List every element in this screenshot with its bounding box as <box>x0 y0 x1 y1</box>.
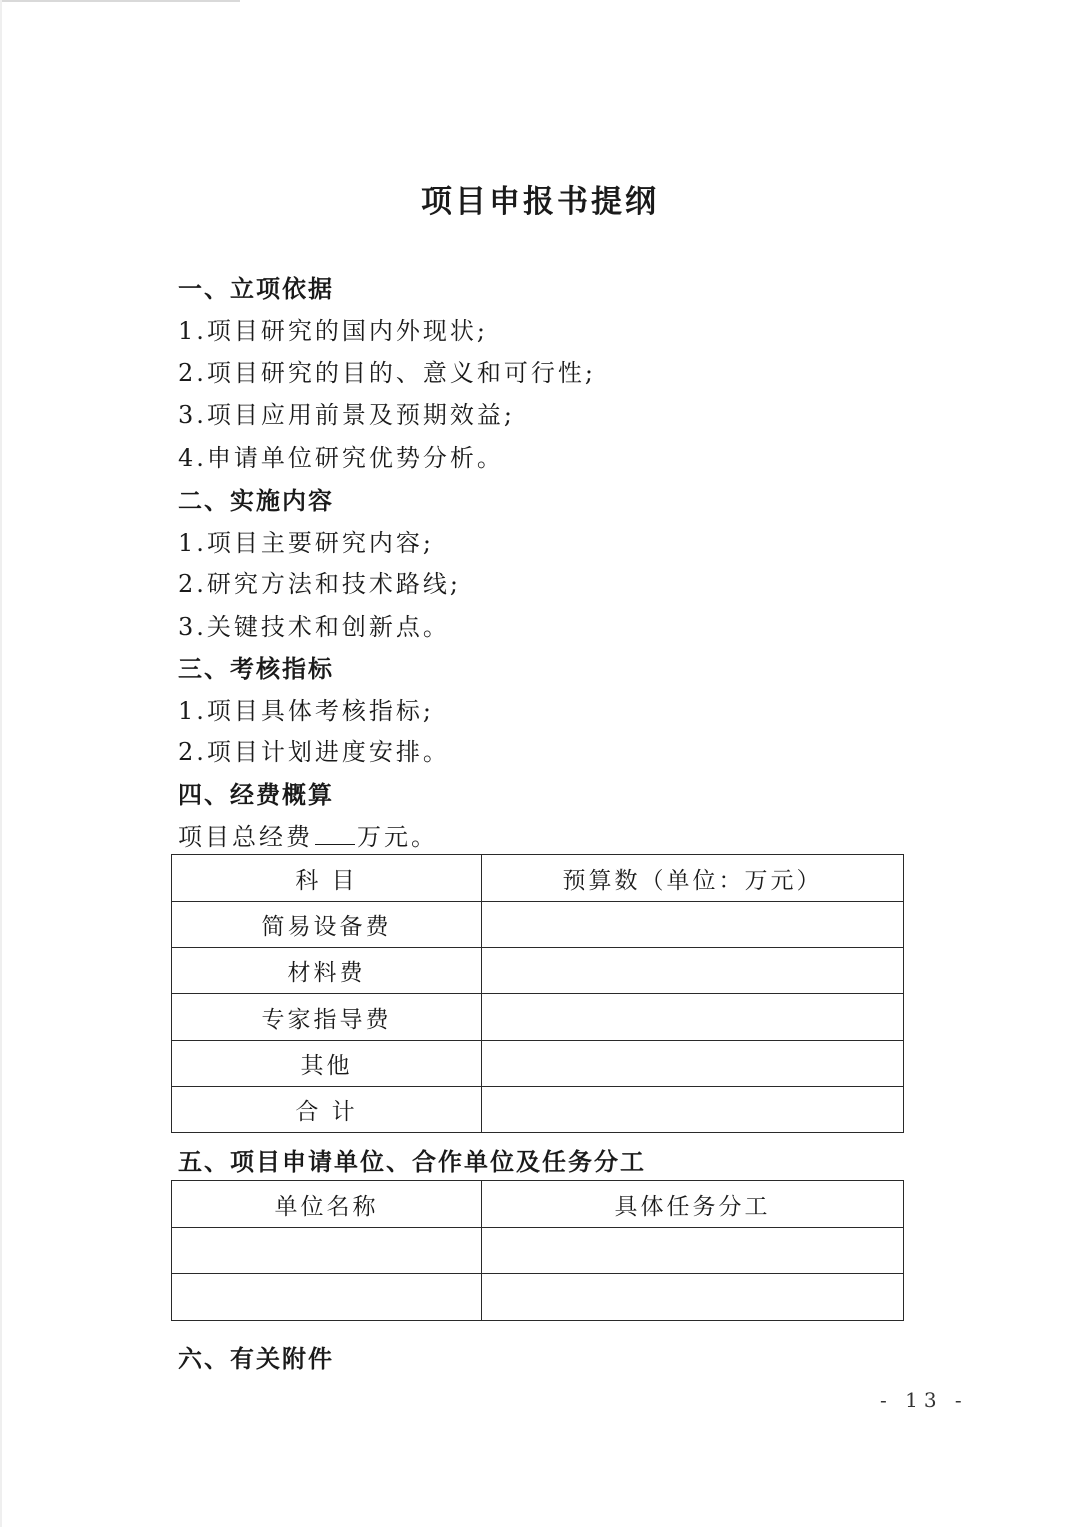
section-heading-6: 六、有关附件 <box>178 1345 334 1373</box>
header-cell-budget: 预算数（单位：万元） <box>482 855 904 902</box>
row-value <box>482 902 904 948</box>
row-label: 专家指导费 <box>172 994 482 1041</box>
table-row <box>172 1228 904 1274</box>
section-heading-5: 五、项目申请单位、合作单位及任务分工 <box>178 1148 646 1176</box>
table-row <box>172 994 904 1041</box>
table-row <box>172 1041 904 1087</box>
row-unit <box>172 1228 482 1274</box>
units-table <box>171 1180 904 1321</box>
row-value <box>482 994 904 1041</box>
section-2-item-3: 3.关键技术和创新点。 <box>178 613 450 641</box>
section-1-item-3: 3.项目应用前景及预期效益; <box>178 401 515 429</box>
table-row <box>172 902 904 948</box>
total-budget-suffix: 万元。 <box>357 823 438 851</box>
scan-edge <box>0 0 240 2</box>
section-heading-1: 一、立项依据 <box>178 275 334 303</box>
header-cell-unit-name: 单位名称 <box>172 1181 482 1228</box>
total-budget-blank <box>315 822 355 845</box>
row-task <box>482 1274 904 1321</box>
row-value <box>482 948 904 994</box>
page-number: - 13 - <box>880 1388 968 1412</box>
section-1-item-2: 2.项目研究的目的、意义和可行性; <box>178 359 596 387</box>
row-value <box>482 1087 904 1133</box>
row-label: 其他 <box>172 1041 482 1087</box>
section-heading-4: 四、经费概算 <box>178 781 334 809</box>
table-header-row <box>172 855 904 902</box>
header-cell-task: 具体任务分工 <box>482 1181 904 1228</box>
row-label: 材料费 <box>172 948 482 994</box>
table-header-row <box>172 1181 904 1228</box>
row-label: 合 计 <box>172 1087 482 1133</box>
row-task <box>482 1228 904 1274</box>
total-budget-prefix: 项目总经费 <box>178 823 313 851</box>
section-1-item-1: 1.项目研究的国内外现状; <box>178 317 488 345</box>
section-heading-3: 三、考核指标 <box>178 655 334 683</box>
document-title: 项目申报书提纲 <box>421 184 659 220</box>
header-cell-subject: 科 目 <box>172 855 482 902</box>
section-2-item-1: 1.项目主要研究内容; <box>178 529 434 557</box>
section-1-item-4: 4.申请单位研究优势分析。 <box>178 444 504 472</box>
row-value <box>482 1041 904 1087</box>
row-label: 简易设备费 <box>172 902 482 948</box>
scan-edge <box>0 0 2 1527</box>
section-3-item-1: 1.项目具体考核指标; <box>178 697 434 725</box>
section-3-item-2: 2.项目计划进度安排。 <box>178 738 450 766</box>
row-unit <box>172 1274 482 1321</box>
table-row <box>172 948 904 994</box>
table-row <box>172 1087 904 1133</box>
table-row <box>172 1274 904 1321</box>
total-budget-line <box>178 822 438 852</box>
section-heading-2: 二、实施内容 <box>178 487 334 515</box>
budget-table <box>171 854 904 1133</box>
section-2-item-2: 2.研究方法和技术路线; <box>178 570 461 598</box>
